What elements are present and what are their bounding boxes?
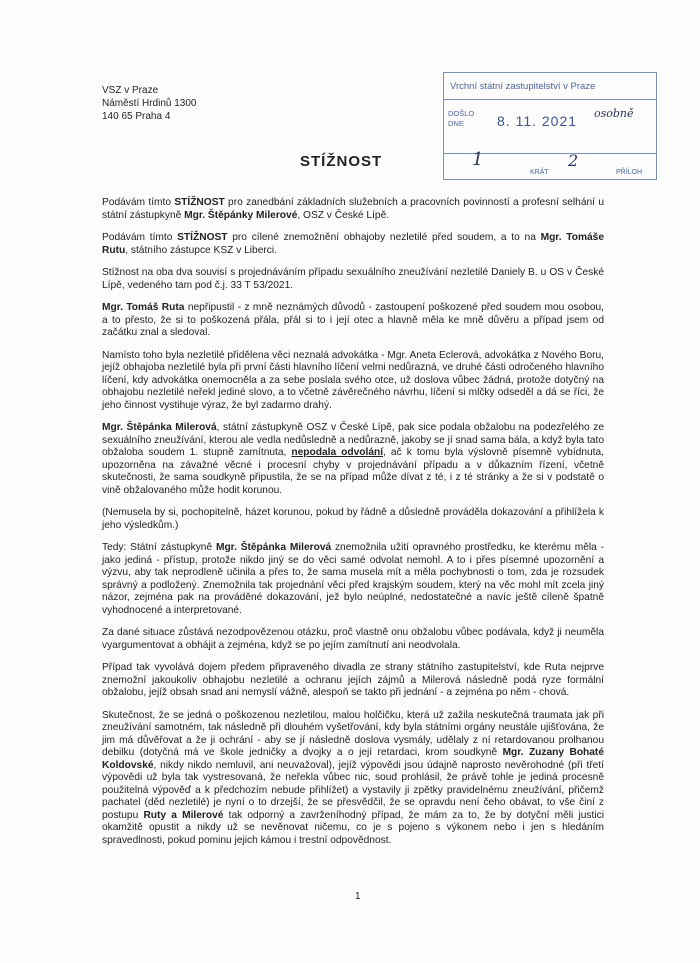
stamp-office: Vrchní státní zastupitelství v Praze: [450, 81, 596, 92]
paragraph-10: Případ tak vyvolává dojem předem připraveného divadla ze strany státního zastupitelství, kde Ruta nejprve znemožní jakoukoliv obhajobu nezletilé a ochranu jejích zájmů a Milerová následně podá ryze formální obžalobu, jejíž obsah snad ani nemyslí vážně, alespoň se takto při jednání - a zejména po něm - chová.: [102, 662, 604, 698]
recipient-address: [102, 84, 197, 123]
stamp-krat-label: KRÁT: [530, 169, 549, 176]
paragraph-5: Namísto toho byla nezletilé přidělena věci neznalá advokátka - Mgr. Aneta Eclerová, advokátka z Nového Boru, jejíž obhajoba nezletilé byla při první části hlavního líčení velmi nedůrazná, ve druhé části odročeného hlavního líčení, kdy advokátka onemocněla a za sebe poslala svého otce, už doslova vůbec žádná, protože dotyčný na obhajobu nezletilé neřekl jediné slovo, a to včetně závěrečného návrhu, líčení si mlčky odseděl a dá se říci, že jeho činnost vystihuje výraz, že byl zadarmo drahý.: [102, 349, 604, 411]
stamp-attachments-count: 2: [568, 151, 579, 170]
address-line-1: VSZ v Praze: [102, 85, 159, 96]
paragraph-2: Podávám tímto STÍŽNOST pro cílené znemožnění obhajoby nezletilé před soudem, a to na Mgr. Tomáše Rutu, státního zástupce KSZ v Liberci.: [102, 232, 605, 256]
paragraph-6: Mgr. Štěpánka Milerová, státní zástupkyně OSZ v České Lípě, pak sice podala obžalobu na podezřelého ze sexuálního zneužívání, kterou ale vedla nedůsledně a nedůrazně, jakoby se jí snad sama bála, a když byla tato obžaloba soudem 1. stupně zamítnuta, nepodala odvolání, ač k tomu byla výslovně písemně vybídnuta, upozorněna na závažné věcné i procesní chyby v projednávání případu a v důkazním řízení, včetně skutečnosti, že sama soudkyně připustila, že se na případ může dívat z té, i z té stránky a že si v podstatě o vině obžalovaného může hodit korunou.: [102, 422, 604, 496]
paragraph-3: Stížnost na oba dva souvisí s projednáváním případu sexuálního zneužívání nezletilé Daniely B. u OS v České Lípě, vedeného tam pod č.j. 33 T 53/2021.: [102, 267, 604, 291]
paragraph-7: (Nemusela by si, pochopitelně, házet korunou, pokud by řádně a důsledně prováděla dokazování a přihlížela k jeho výsledkům.): [102, 507, 604, 531]
paragraph-9: Za dané situace zůstává nezodpovězenou otázku, proč vlastně onu obžalobu vůbec podávala, když ji neuměla vyargumentovat a obhájit a zejména, když se po jejím zamítnutí ani neodvolala.: [102, 627, 604, 651]
document-body: [102, 197, 604, 857]
address-line-2: Náměstí Hrdinů 1300: [102, 98, 197, 109]
paragraph-11: Skutečnost, že se jedná o poškozenou nezletilou, malou holčičku, která už zažila neskutečná traumata jak při zneužívání samotném, tak následně při dlouhém vyšetřování, kdy byla státními orgány neustále ujišťována, že jim má důvěřovat a že ji ochrání - aby se jí následně doslova vysmály, udělaly z ní retardovanou prolhanou debilku (dotyčná má ve škole jedničky a dvojky a o její retardaci, krom soudkyně Mgr. Zuzany Bohaté Koldovské, nikdy nikdo nemluvil, ani neuvažoval), jejíž výpovědi jsou údajně naprosto nevěrohodné (při třetí výpovědi už byla tak vystresovaná, že neřekla vůbec nic, soud prohlásil, že právě tohle je jediná procesně použitelná výpověď a k předchozím nebude přihlížet) a vystavily ji zpětky pravidelnému zneužívání, přičemž pachatel (děd nezletilé) je nyní o to drzejší, že se přesvědčil, že se opravdu není čeho obávat, to vše činí z postupu Ruty a Milerové tak odporný a zavrženíhodný případ, že mám za to, že by dotyční měli justici okamžitě opustit a nikdy už se nevěnovat ničemu, co je s pojeno s výkonem nebo i jen s hledáním spravedlnosti, pokud pominu jejich kámou i trestní odpovědnost.: [102, 709, 604, 846]
stamp-priloh-label: PŘÍLOH: [616, 169, 643, 176]
page-number: 1: [355, 891, 361, 902]
paragraph-4: Mgr. Tomáš Ruta nepřipustil - z mně neznámých důvodů - zastoupení poškozené před soudem mou osobou, a to přesto, že si to poškozená přála, přál si to i její otec a hlavně měla ke mně důvěru a případ jsem od začátku znal a sledoval.: [102, 302, 604, 338]
stamp-date: 8. 11. 2021: [497, 113, 578, 129]
stamp-arrived-label-2: DNE: [448, 119, 464, 128]
received-stamp: [443, 72, 657, 180]
paragraph-1: Podávám tímto STÍŽNOST pro zanedbání základních služebních a pracovních povinností a profesní selhání u státní zástupkyně Mgr. Štěpánky Milerové, OSZ v České Lípě.: [102, 197, 604, 221]
stamp-arrived-label-1: DOŠLO: [448, 109, 475, 118]
address-line-3: 140 65 Praha 4: [102, 111, 171, 122]
stamp-handwritten-note: osobně: [594, 107, 634, 120]
paragraph-8: Tedy: Státní zástupkyně Mgr. Štěpánka Milerová znemožnila užití opravného prostředku, ke kterému měla - jako jediná - přístup, protože nikdo jiný se do věci samé odvolat nemohl. A to i přes písemné upozornění a výzvu, aby tak neprodleně učinila a přes to, že sama musela mít a měla pochybnosti o tom, zda je rozsudek správný a podložený. Znemožnila tak projednání věci před krajským soudem, který na věc mohl mít zcela jiný názor, zejména pak na prováděné dokazování, jež bylo neúplné, nedostatečné a navíc ještě cíleně špatně vyhodnocené a interpretované.: [102, 542, 605, 616]
stamp-copies-count: 1: [472, 149, 484, 170]
stamp-arrived-label: [448, 109, 474, 129]
document-title: STÍŽNOST: [300, 153, 383, 170]
